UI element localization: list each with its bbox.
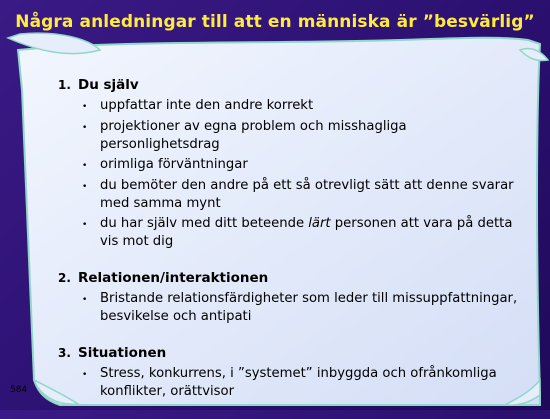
section-heading: [58, 269, 528, 287]
slide-content: [58, 76, 528, 419]
list-item-text: Stress, konkurrens, i ”systemet” inbyggda och ofrånkomliga konflikter, orättvisor: [100, 366, 497, 399]
list-item: [82, 118, 528, 154]
text-segment: du har själv med ditt beteende: [100, 216, 309, 231]
section-heading: [58, 344, 528, 362]
section-title: Du själv: [78, 77, 139, 93]
section-number: 1.: [58, 78, 71, 92]
section-heading: [58, 76, 528, 94]
list-item: [82, 215, 528, 251]
bullet-icon: •: [82, 220, 88, 230]
list-item: [82, 177, 528, 213]
bullet-list: [58, 290, 528, 326]
list-item-text: projektioner av egna problem och misshagliga personlighetsdrag: [100, 119, 407, 152]
list-item-text: du bemöter den andre på ett så otrevligt sätt att denne svarar med samma mynt: [100, 178, 514, 211]
list-item-text: orimliga förväntningar: [100, 157, 248, 172]
section-du-sjalv: [58, 76, 528, 251]
bullet-icon: •: [82, 102, 88, 112]
bullet-list: [58, 365, 528, 401]
section-title: Situationen: [78, 345, 167, 361]
list-item: [82, 156, 528, 175]
section-number: 3.: [58, 346, 71, 360]
bullet-list: [58, 97, 528, 251]
list-item: [82, 97, 528, 116]
slide-number: 584: [10, 385, 28, 395]
bullet-icon: •: [82, 370, 88, 380]
section-relationen: [58, 269, 528, 326]
list-item: [82, 290, 528, 326]
list-item-text: Bristande relationsfärdigheter som leder till missuppfattningar, besvikelse och antipati: [100, 291, 518, 324]
bullet-icon: •: [82, 161, 88, 171]
text-segment: personen att vara på detta vis mot dig: [100, 216, 513, 249]
bullet-icon: •: [82, 295, 88, 305]
section-title: Relationen/interaktionen: [78, 270, 269, 286]
section-situationen: [58, 344, 528, 401]
section-number: 2.: [58, 271, 71, 285]
list-item-text: uppfattar inte den andre korrekt: [100, 98, 314, 113]
list-item-text: [100, 215, 528, 251]
emphasized-word: lärt: [308, 216, 331, 231]
title-bar: [0, 0, 550, 44]
slide-title: Några anledningar till att en människa är ”besvärlig”: [15, 12, 535, 32]
bullet-icon: •: [82, 123, 88, 133]
list-item: [82, 365, 528, 401]
bullet-icon: •: [82, 182, 88, 192]
